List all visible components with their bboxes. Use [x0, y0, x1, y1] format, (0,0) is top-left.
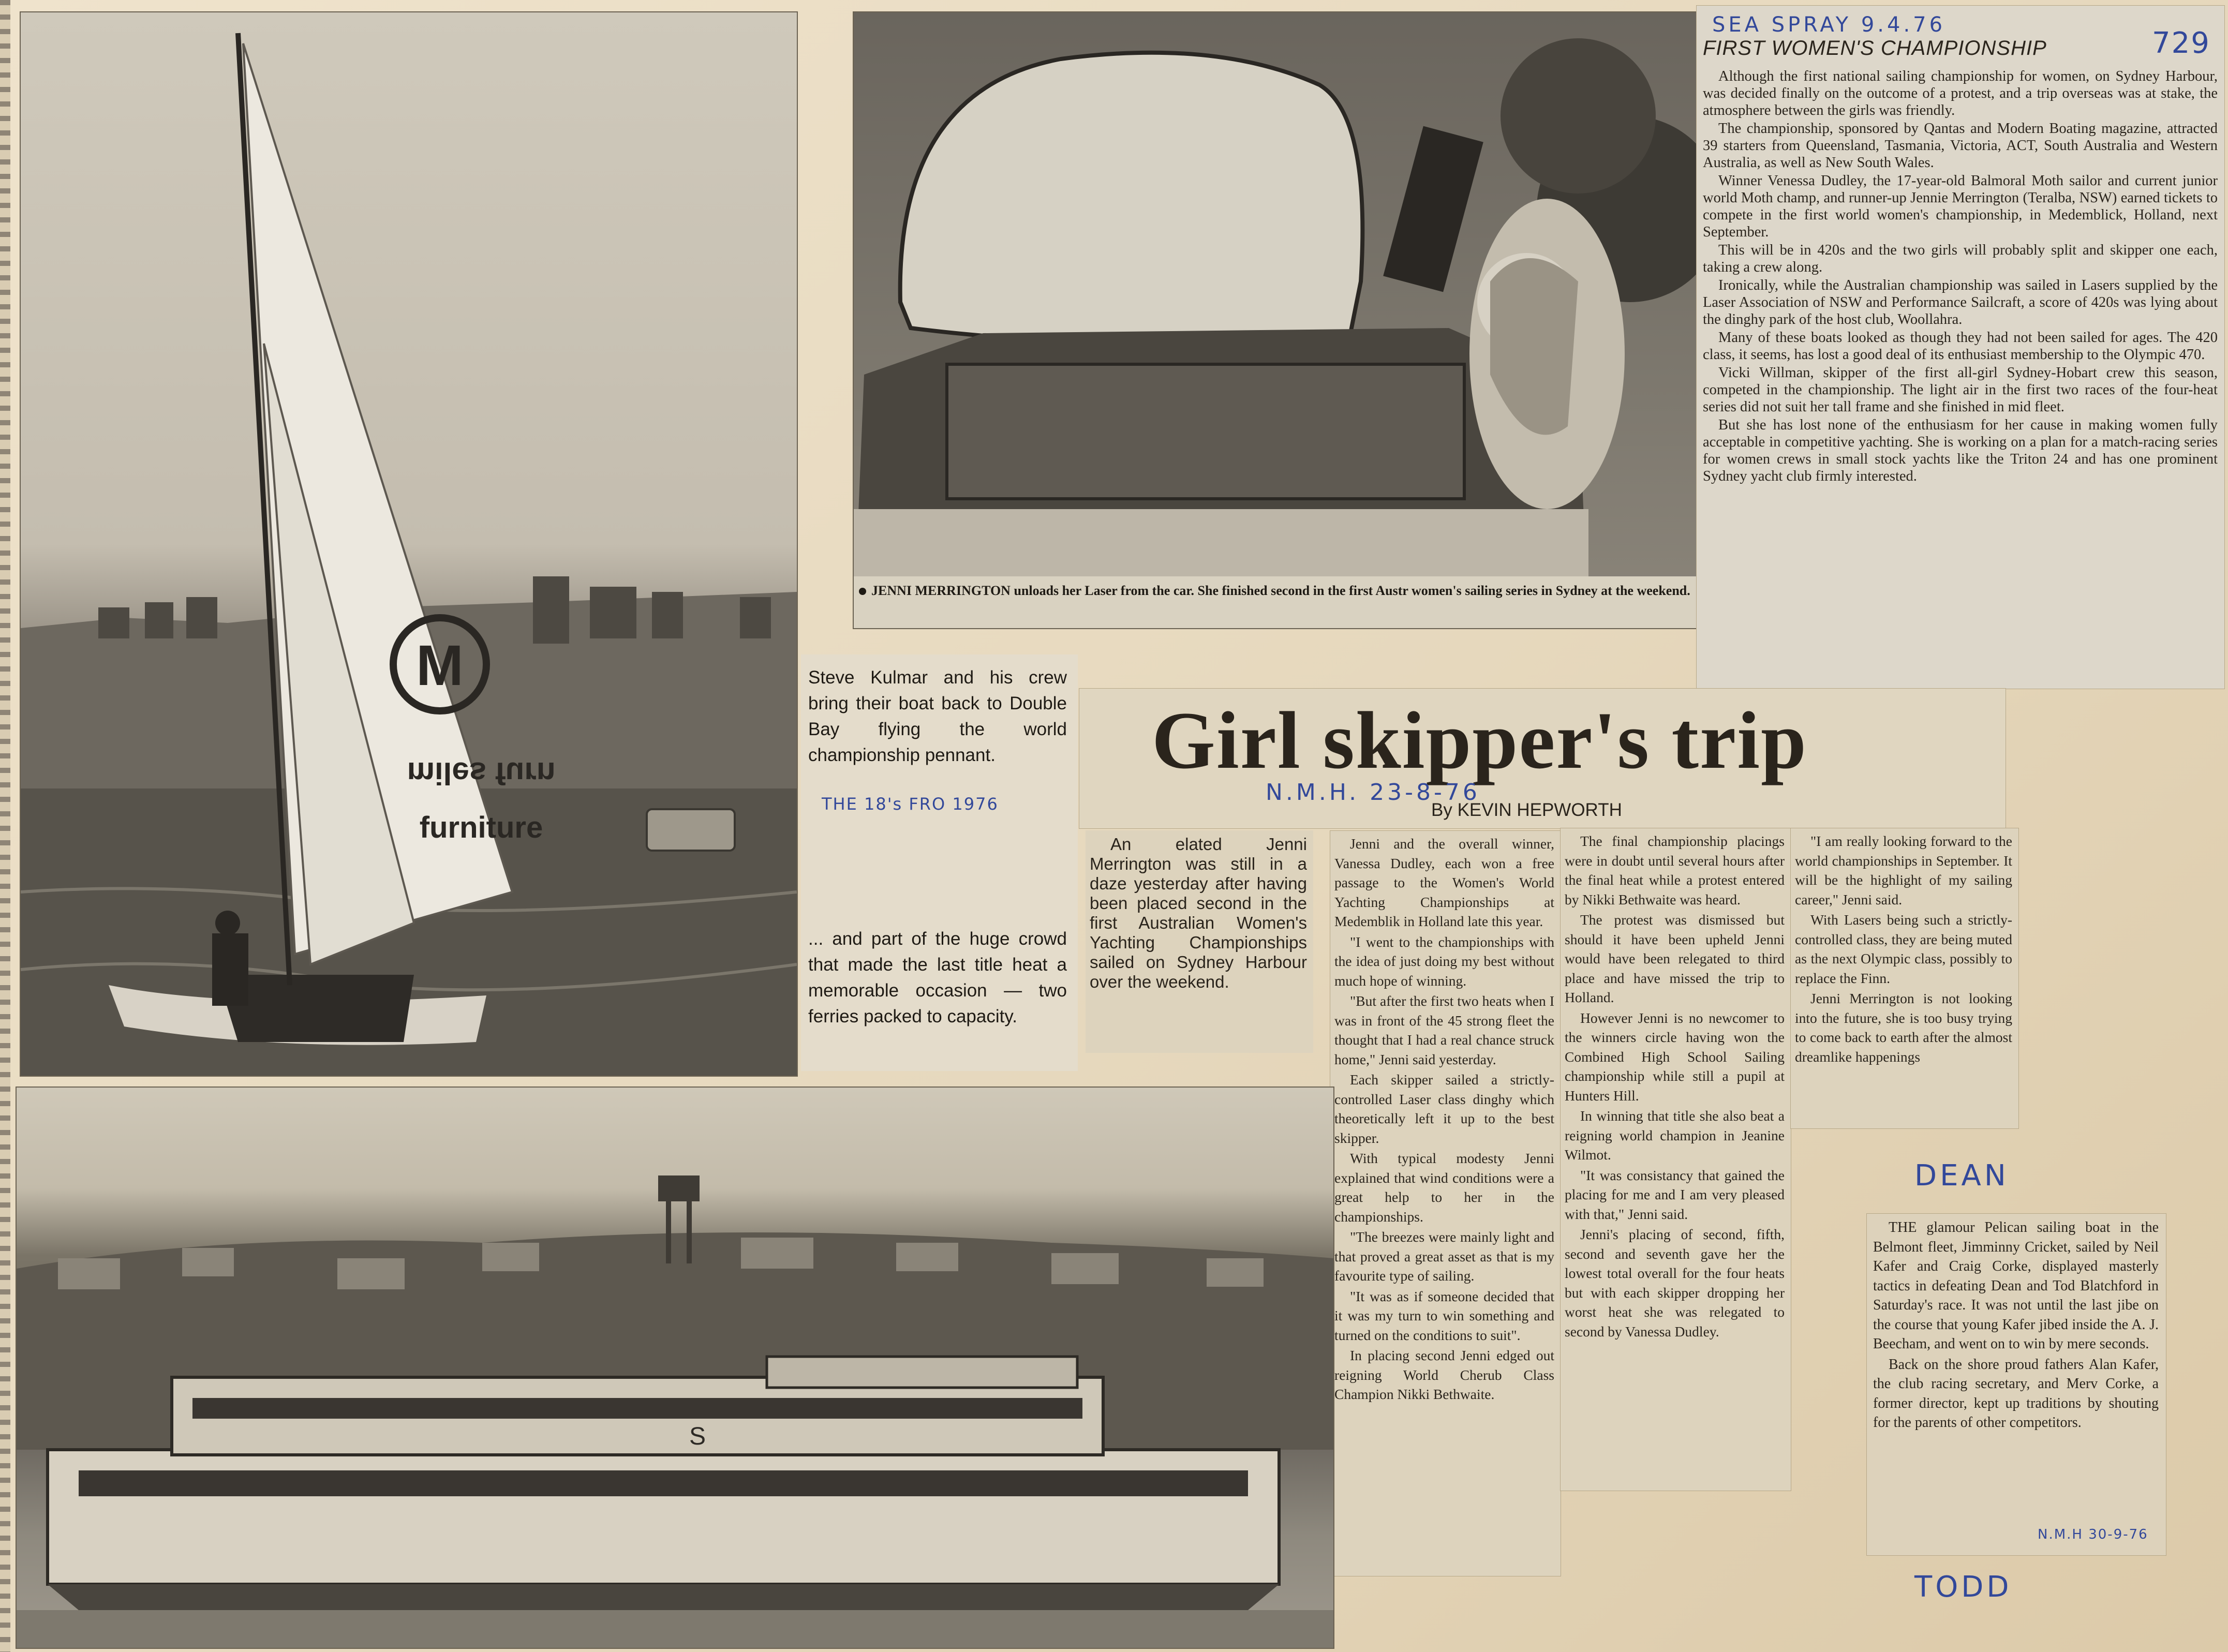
- handwritten-date: N.M.H 30-9-76: [2038, 1527, 2148, 1542]
- pelican-clipping: [1866, 1213, 2166, 1556]
- column-paragraph: "It was consistancy that gained the placing for me and I am very pleased with that," Jenni said.: [1565, 1167, 1785, 1222]
- article-paragraph: Vicki Willman, skipper of the first all-girl Sydney-Hobart crew this season, competed in the championship. The light air in the first two races of the four-heat series did not suit her tall frame and she finished in mid fleet.: [1703, 365, 2218, 415]
- article-headline: Girl skipper's trip: [1152, 695, 1807, 786]
- column-paragraph: Jenni and the overall winner, Vanessa Dudley, each won a free passage to the Women's World Yachting Championships at Medemblik in Holland late this year.: [1334, 836, 1554, 929]
- column-paragraph: In winning that title she also beat a reigning world champion in Jeanine Wilmot.: [1565, 1108, 1785, 1163]
- article-paragraph: The championship, sponsored by Qantas and Modern Boating magazine, attracted 39 starters from Queensland, Tasmania, Victoria, ACT, South Australia and Western Australia, as well as New South Wales.: [1703, 121, 2218, 171]
- column-paragraph: THE glamour Pelican sailing boat in the Belmont fleet, Jimminny Cricket, sailed by Neil Kafer and Craig Corke, displayed masterly tactics in defeating Dean and Tod Blatchford in Saturday's race. It was not until the last jibe on the course that young Kafer jibed inside the A. J. Beecham, and went on to win by mere seconds.: [1873, 1219, 2159, 1352]
- handwritten-source: THE 18's FRO 1976: [822, 794, 999, 814]
- column-paragraph: Back on the shore proud fathers Alan Kafer, the club racing secretary, and Merv Corke, a former director, kept up traditions by shouting for the parents of other competitors.: [1873, 1356, 2159, 1431]
- caption-text: unloads her Laser from the car. She finished second in the first Austr women's sailing series in Sydney at the weekend.: [1014, 583, 1690, 598]
- article-paragraph: Many of these boats looked as though they had not been sailed for ages. The 420 class, it seems, has lost a good deal of its enthusiast membership to the Olympic 470.: [1703, 330, 2218, 363]
- page-number: 729: [2152, 26, 2210, 60]
- caption-bold: JENNI MERRINGTON: [871, 583, 1011, 598]
- ferry-hull-mark: S: [689, 1423, 706, 1450]
- column-paragraph: Each skipper sailed a strictly-controlled Laser class dinghy which theoretically left it up to the best skipper.: [1334, 1071, 1554, 1146]
- article-byline: By KEVIN HEPWORTH: [1431, 800, 1622, 820]
- girl-skipper-column-4: [1790, 828, 2019, 1129]
- column-paragraph: "I went to the championships with the idea of just doing my best without much hope of winning.: [1334, 933, 1554, 989]
- kulmar-caption-text: Steve Kulmar and his crew bring their boat back to Double Bay flying the world championship pennant.: [808, 667, 1067, 765]
- article-headline: FIRST WOMEN'S CHAMPIONSHIP: [1703, 37, 2047, 59]
- girl-skipper-column-2: [1330, 830, 1561, 1576]
- handwritten-name-top: DEAN: [1914, 1159, 2009, 1193]
- column-paragraph: "But after the first two heats when I was in front of the 45 strong fleet the thought that I had a real chance struck home," Jenni said yesterday.: [1334, 993, 1554, 1067]
- sail-text-mirrored: miles furn: [407, 756, 556, 791]
- caption-bullet: [859, 588, 866, 595]
- girl-skipper-column-3: [1560, 828, 1791, 1491]
- column-text: [1334, 834, 1554, 1405]
- handwritten-name-bottom: TODD: [1914, 1570, 2012, 1604]
- article-paragraph: But she has lost none of the enthusiasm for her cause in making women fully acceptable in competitive yachting. She is working on a plan for a match-racing series for women crews in small stock yachts like the Triton 24 and has one prominent Sydney yacht club firmly interested.: [1703, 417, 2218, 484]
- article-paragraph: This will be in 420s and the two girls will probably split and skipper one each, taking a crew along.: [1703, 242, 2218, 275]
- sail-logo-text: M: [416, 634, 464, 697]
- column-paragraph: With typical modesty Jenni explained that wind conditions were a great help to her in the championships.: [1334, 1150, 1554, 1225]
- column-paragraph: Jenni's placing of second, fifth, second and seventh gave her the lowest total overall for the four heats but with each skipper dropping her worst heat she was relegated to second by Vanessa Dudley.: [1565, 1226, 1785, 1340]
- article-paragraph: Winner Venessa Dudley, the 17-year-old Balmoral Moth sailor and current junior world Moth champ, and runner-up Jennie Merrington (Teralba, NSW) earned tickets to compete in the first world women's championship, in Medemblick, Holland, next September.: [1703, 173, 2218, 240]
- column-paragraph: "The breezes were mainly light and that proved a great asset as that is my favourite type of sailing.: [1334, 1229, 1554, 1284]
- column-paragraph: In placing second Jenni edged out reigning World Cherub Class Champion Nikki Bethwaite.: [1334, 1347, 1554, 1402]
- article-paragraph: Although the first national sailing championship for women, on Sydney Harbour, was decided finally on the outcome of a protest, and a trip overseas was at stake, the atmosphere between the girls was friendly.: [1703, 68, 2218, 118]
- column-paragraph: With Lasers being such a strictly-controlled class, they are being muted as the next Olympic class, possibly to replace the Finn.: [1795, 912, 2012, 986]
- sea-spray-clipping: [1696, 5, 2225, 689]
- skiff-photo: [20, 11, 798, 1077]
- column-paragraph: "I am really looking forward to the world championships in September. It will be the highlight of my sailing career," Jenni said.: [1795, 833, 2012, 907]
- handwritten-date: N.M.H. 23-8-76: [1266, 779, 1480, 806]
- sail-text: furniture: [419, 811, 543, 844]
- column-paragraph: Jenni Merrington is not looking into the future, she is too busy trying to come back to earth after the almost dreamlike happenings: [1795, 990, 2012, 1065]
- column-text: [1873, 1218, 2159, 1434]
- laser-photo-caption: [854, 576, 1697, 628]
- article-paragraph: Ironically, while the Australian championship was sailed in Lasers supplied by the Laser Association of NSW and Performance Sailcraft, a score of 420s was lying about the dinghy park of the host club, Woollahra.: [1703, 277, 2218, 328]
- column-text: An elated Jenni Merrington was still in a daze yesterday after having been placed second in the first Australian Women's Yachting Championships sailed on Sydney Harbour over the weekend.: [1090, 835, 1307, 991]
- ferry-photo: [16, 1087, 1334, 1649]
- column-paragraph: The protest was dismissed but should it have been upheld Jenni would have been relegated to third place and have missed the trip to Holland.: [1565, 912, 1785, 1005]
- girl-skipper-column-1: [1086, 830, 1313, 1053]
- column-text: [1565, 831, 1785, 1342]
- column-paragraph: However Jenni is no newcomer to the winners circle having won the Combined High School Sailing championship while still a pupil at Hunters Hill.: [1565, 1009, 1785, 1104]
- spiral-binding: [0, 0, 10, 1652]
- article-body: [1703, 68, 2218, 486]
- column-text: [1795, 831, 2012, 1067]
- column-paragraph: "It was as if someone decided that it was my turn to win something and turned on the conditions to suit".: [1334, 1288, 1554, 1343]
- laser-photo: [853, 11, 1698, 629]
- crowd-caption-text: ... and part of the huge crowd that made the last title heat a memorable occasion — two ferries packed to capacity.: [808, 929, 1067, 1026]
- column-paragraph: The final championship placings were in doubt until several hours after the final heat while a protest entered by Nikki Bethwaite was heard.: [1565, 833, 1785, 907]
- girl-skipper-header: [1079, 688, 2006, 829]
- handwritten-date: SEA SPRAY 9.4.76: [1712, 13, 1946, 37]
- kulmar-caption: [801, 654, 1078, 1071]
